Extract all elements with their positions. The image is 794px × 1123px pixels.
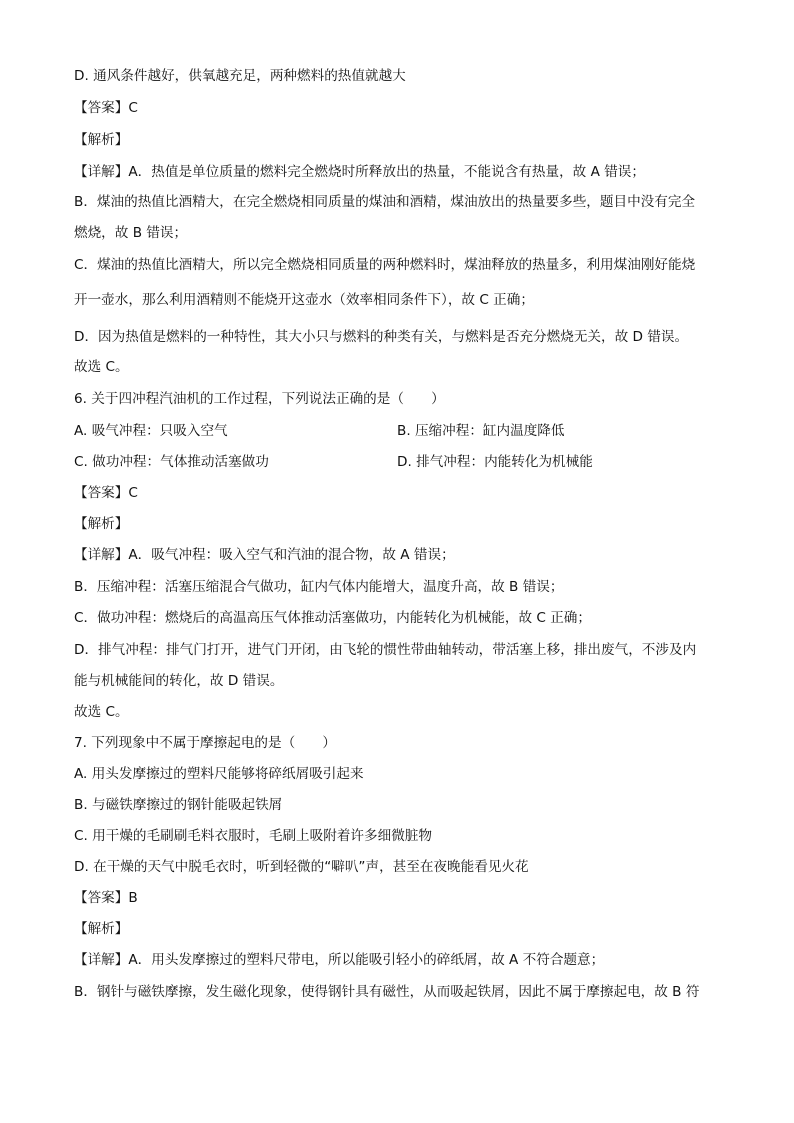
answer-q7: 【答案】B (74, 890, 138, 906)
option-d-q7: D. 在干燥的天气中脱毛衣时，听到轻微的“噼叭”声，甚至在夜晚能看见火花 (74, 859, 529, 875)
option-b-q6: B. 压缩冲程：缸内温度降低 (397, 423, 565, 439)
explanation-line: B．钢针与磁铁摩擦，发生磁化现象，使得钢针具有磁性，从而吸起铁屑，因此不属于摩擦起电，故 B 符 (74, 984, 700, 1000)
option-c-q7: C. 用干燥的毛刷刷毛料衣服时，毛刷上吸附着许多细微脏物 (74, 828, 432, 844)
conclusion-q6: 故选 C。 (74, 704, 129, 720)
explanation-line: 【详解】A．热值是单位质量的燃料完全燃烧时所释放出的热量，不能说含有热量，故 A 错误； (74, 164, 645, 180)
option-a-q7: A. 用头发摩擦过的塑料尺能够将碎纸屑吸引起来 (74, 766, 364, 782)
explanation-line: 【详解】A．用头发摩擦过的塑料尺带电，所以能吸引轻小的碎纸屑，故 A 不符合题意； (74, 952, 605, 968)
explanation-line: 能与机械能间的转化，故 D 错误。 (74, 673, 284, 689)
explanation-line: 【详解】A．吸气冲程：吸入空气和汽油的混合物，故 A 错误； (74, 547, 455, 563)
question-7: 7. 下列现象中不属于摩擦起电的是（ ） (74, 735, 336, 751)
explanation-line: B．煤油的热值比酒精大，在完全燃烧相同质量的煤油和酒精，煤油放出的热量要多些，题目中没有完全 (74, 194, 696, 210)
analysis-heading-q5: 【解析】 (74, 132, 129, 148)
answer-q6: 【答案】C (74, 485, 138, 501)
option-b-q7: B. 与磁铁摩擦过的钢针能吸起铁屑 (74, 797, 283, 813)
conclusion-q5: 故选 C。 (74, 359, 129, 375)
explanation-line: 开一壶水，那么利用酒精则不能烧开这壶水（效率相同条件下），故 C 正确； (74, 292, 534, 308)
explanation-line: B．压缩冲程：活塞压缩混合气做功，缸内气体内能增大，温度升高，故 B 错误； (74, 579, 564, 595)
analysis-heading-q7: 【解析】 (74, 921, 129, 937)
option-a-q6: A. 吸气冲程：只吸入空气 (74, 423, 228, 439)
explanation-line: C．做功冲程：燃烧后的高温高压气体推动活塞做功，内能转化为机械能，故 C 正确； (74, 610, 591, 626)
option-c-q6: C. 做功冲程：气体推动活塞做功 (74, 454, 269, 470)
option-d-q5: D. 通风条件越好，供氧越充足，两种燃料的热值就越大 (74, 68, 406, 84)
analysis-heading-q6: 【解析】 (74, 516, 129, 532)
explanation-line: 燃烧，故 B 错误； (74, 225, 188, 241)
question-6: 6. 关于四冲程汽油机的工作过程，下列说法正确的是（ ） (74, 391, 445, 407)
explanation-line: D．因为热值是燃料的一种特性，其大小只与燃料的种类有关，与燃料是否充分燃烧无关，故 D 错误。 (74, 329, 689, 345)
option-d-q6: D. 排气冲程：内能转化为机械能 (397, 454, 593, 470)
explanation-line: D．排气冲程：排气门打开，进气门开闭，由飞轮的惯性带曲轴转动，带活塞上移，排出废气，不涉及内 (74, 642, 697, 658)
explanation-line: C．煤油的热值比酒精大，所以完全燃烧相同质量的两种燃料时，煤油释放的热量多，利用煤油刚好能烧 (74, 257, 696, 273)
answer-q5: 【答案】C (74, 100, 138, 116)
